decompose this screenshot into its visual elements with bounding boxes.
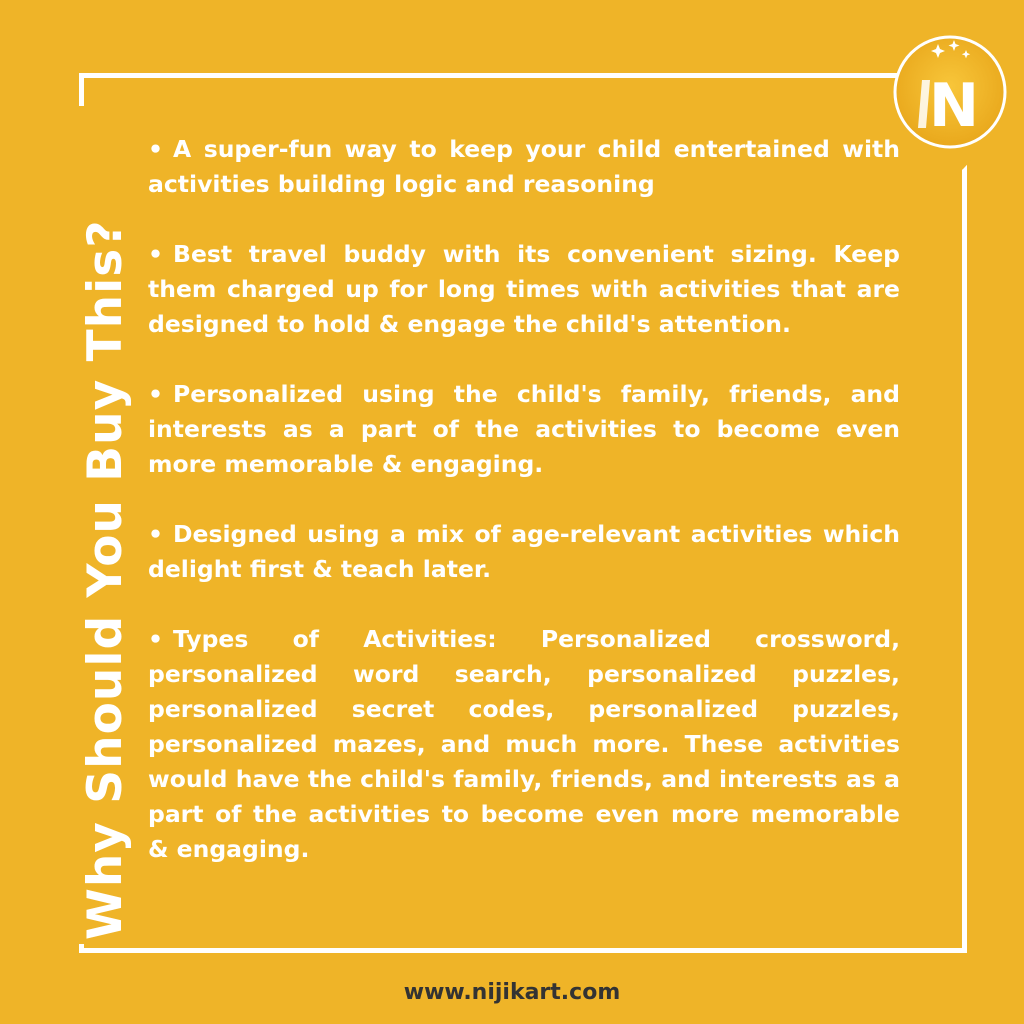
bullet-text: Best travel buddy with its convenient sizing. Keep them charged up for long times with activities that are designed to hold & engage the child's attention.: [148, 240, 900, 338]
bullet-dot: •: [148, 625, 164, 653]
bullet-list: [148, 132, 900, 902]
bullet-dot: •: [148, 520, 164, 548]
bullet-item: [148, 622, 900, 867]
bullet-item: [148, 377, 900, 482]
bullet-dot: •: [148, 380, 164, 408]
bullet-item: [148, 517, 900, 587]
logo-letter: N: [928, 71, 980, 141]
bullet-text: Designed using a mix of age-relevant activities which delight first & teach later.: [148, 520, 900, 583]
bullet-item: [148, 237, 900, 342]
bullet-dot: •: [148, 135, 164, 163]
bullet-item: [148, 132, 900, 202]
nijikart-logo-icon: [890, 30, 1010, 150]
footer-url[interactable]: www.nijikart.com: [403, 980, 621, 1005]
bullet-text: A super-fun way to keep your child entertained with activities building logic and reasoning: [148, 135, 900, 198]
bullet-text: Personalized using the child's family, friends, and interests as a part of the activities to become even more memorable & engaging.: [148, 380, 900, 478]
side-title: Why Should You Buy This?: [78, 219, 133, 940]
bullet-dot: •: [148, 240, 164, 268]
bullet-text: Types of Activities: Personalized crossword, personalized word search, personalized puzzles, personalized secret codes, personalized puzzles, personalized mazes, and much more. These activities would have the child's family, friends, and interests as a part of the activities to become even more memorable & engaging.: [148, 625, 900, 863]
